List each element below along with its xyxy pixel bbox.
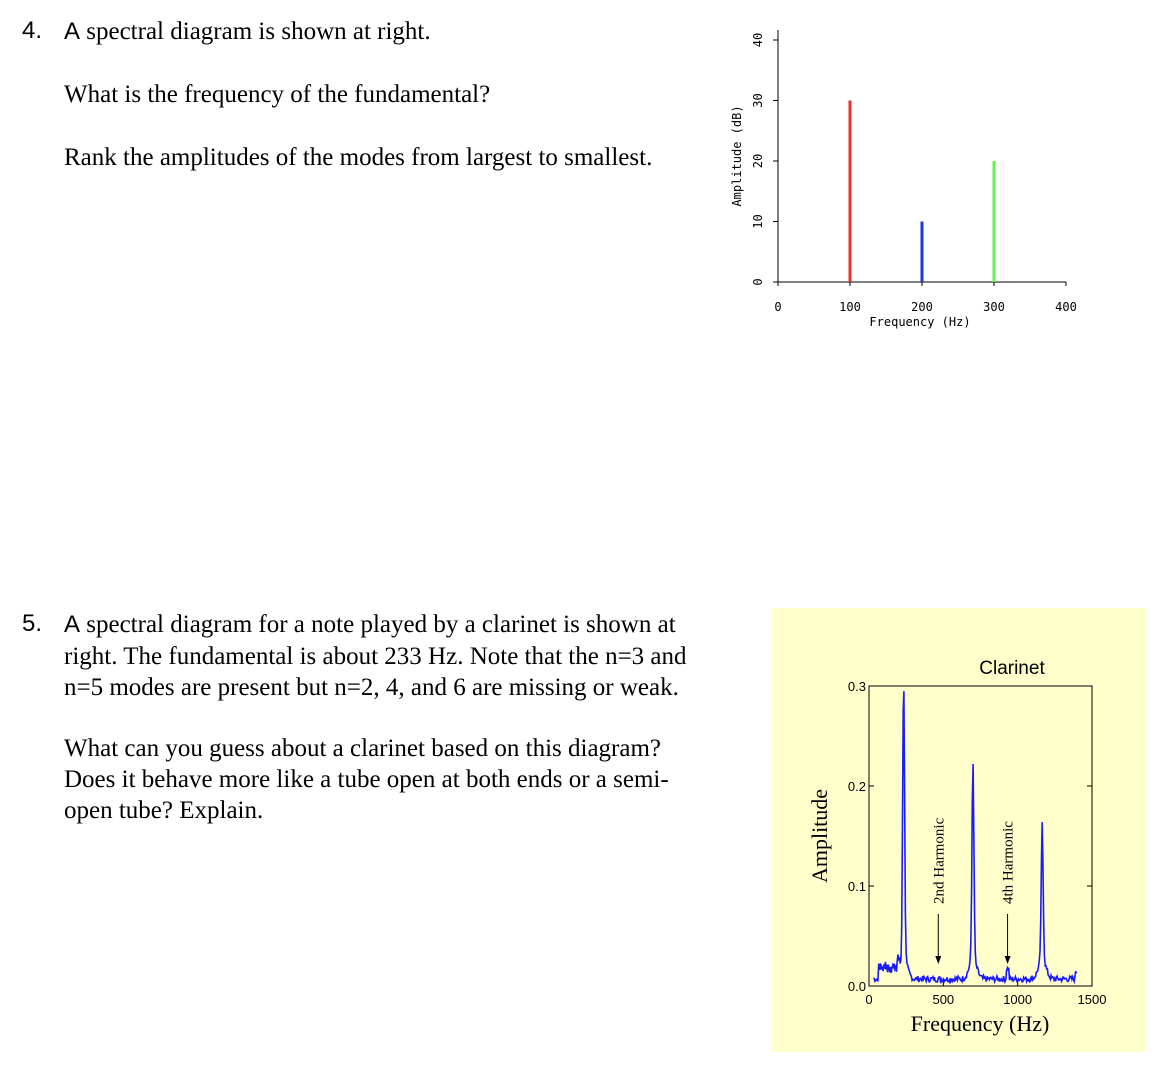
y-tick-label: 0.0 [847,979,866,994]
spectrum-chart [720,10,1080,340]
y-tick-label: 10 [751,214,765,229]
x-tick-label: 1500 [1077,992,1107,1007]
y-tick-label: 0.2 [847,779,866,794]
x-tick-label: 400 [1055,300,1077,314]
clarinet-chart-panel [771,608,1145,1052]
x-tick-label: 500 [932,992,955,1007]
x-tick-label: 200 [911,300,933,314]
question-5-prompt-line-2: Does it behave more like a tube open at both ends or a semi- [64,766,669,793]
y-axis-label: Amplitude [807,788,832,884]
x-tick-label: 0 [865,992,873,1007]
harmonic-annotation-label: 4th Harmonic [1000,821,1017,904]
x-tick-label: 1000 [1003,992,1033,1007]
chart-title: Clarinet [979,658,1045,679]
question-5-stem-line-1 [64,609,676,640]
question-4-lead: A [64,18,81,45]
harmonic-annotation-label: 2nd Harmonic [931,817,948,904]
clarinet-spectrum-chart [771,608,1145,1052]
question-4-prompt-1: What is the frequency of the fundamental? [64,81,491,108]
x-axis-label: Frequency (Hz) [910,1011,1050,1036]
y-axis-label: Amplitude (dB) [730,105,744,207]
question-5-stem-line-2: right. The fundamental is about 233 Hz. Note that the n=3 and [64,643,687,670]
y-tick-label: 0 [751,278,765,286]
question-4-number: 4. [22,17,43,44]
question-5-prompt-line-1: What can you guess about a clarinet based on this diagram? [64,735,662,762]
x-tick-label: 0 [774,300,782,314]
question-4-stem [64,16,431,47]
y-tick-label: 20 [751,153,765,169]
x-tick-label: 300 [983,300,1005,314]
y-tick-label: 0.1 [847,879,866,894]
question-5-line-1-text: spectral diagram for a note played by a clarinet is shown at [80,611,676,638]
x-tick-label: 100 [839,300,861,314]
y-tick-label: 0.3 [847,679,866,694]
question-5-number: 5. [22,610,43,637]
x-axis-label: Frequency (Hz) [869,315,971,329]
question-4-stem-text: spectral diagram is shown at right. [80,18,431,45]
y-tick-label: 40 [751,32,765,48]
annotation-arrow-head [1005,956,1011,964]
annotation-arrow-head [935,956,941,964]
clarinet-spectrum-line [874,691,1078,982]
question-5-stem-line-3: n=5 modes are present but n=2, 4, and 6 are missing or weak. [64,674,679,701]
question-4-prompt-2: Rank the amplitudes of the modes from largest to smallest. [64,144,653,171]
question-5-lead: A [64,611,81,638]
y-tick-label: 30 [751,93,765,108]
question-5-prompt-line-3: open tube? Explain. [64,797,264,824]
